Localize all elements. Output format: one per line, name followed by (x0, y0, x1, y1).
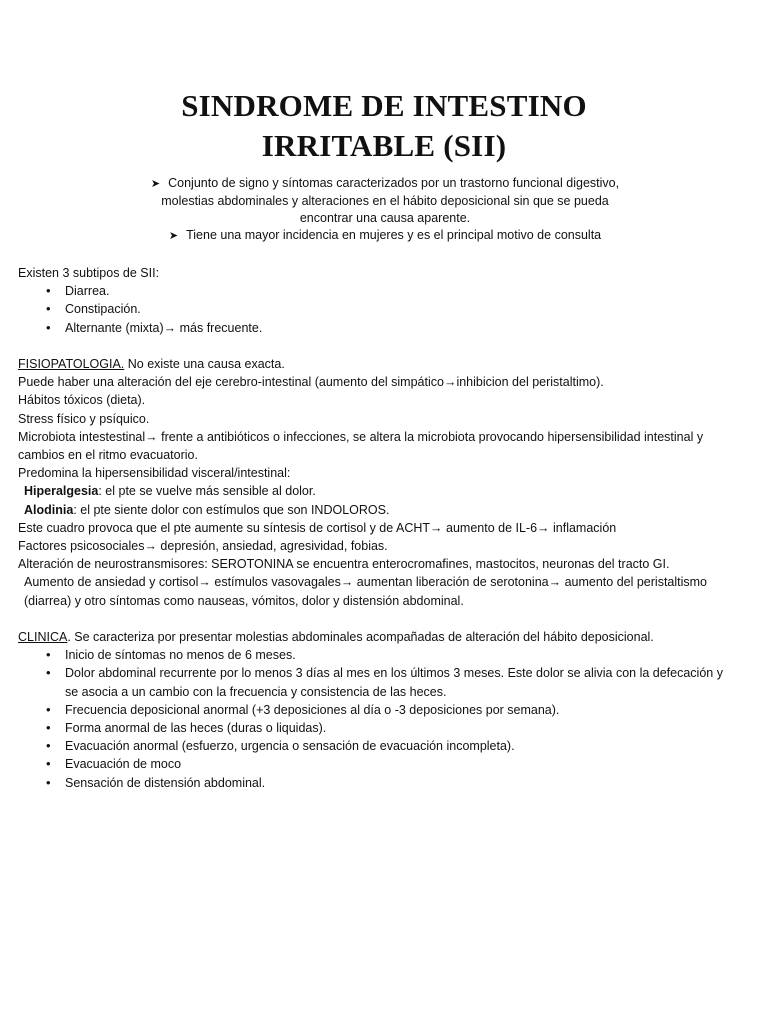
paragraph: Puede haber una alteración del eje cerebro-intestinal (aumento del simpático→inhibicion del peristaltimo). (18, 375, 604, 390)
clinica-list (18, 646, 738, 792)
paragraph: Factores psicosociales→ depresión, ansiedad, agresividad, fobias. (18, 539, 388, 554)
list-item: • Constipación. (18, 300, 738, 318)
list-item: • Alternante (mixta)→ más frecuente. (18, 319, 738, 337)
alodinia-line: Alodinia: el pte siente dolor con estímulos que son INDOLOROS. (24, 502, 390, 517)
list-item: • Frecuencia deposicional anormal (+3 deposiciones al día o -3 deposiciones por semana). (18, 701, 738, 719)
subtypes-heading: Existen 3 subtipos de SII: (18, 266, 160, 280)
list-item: • Sensación de distensión abdominal. (18, 774, 738, 792)
list-item: • Evacuación de moco (18, 755, 738, 773)
intro-section (140, 175, 630, 245)
document-title (0, 86, 768, 166)
fisiopatologia-heading: FISIOPATOLOGIA. No existe una causa exacta. (18, 357, 285, 371)
arrow-bullet-icon: ➤ (168, 230, 179, 242)
list-item: • Evacuación anormal (esfuerzo, urgencia o sensación de evacuación incompleta). (18, 737, 738, 755)
title-line-1: SINDROME DE INTESTINO (181, 88, 587, 123)
list-item: • Dolor abdominal recurrente por lo menos 3 días al mes en los últimos 3 meses. Este dolor se alivia con la defecación y se asocia a un cambio con la frecuencia y consistencia de las heces. (18, 664, 738, 700)
hiperalgesia-line: Hiperalgesia: el pte se vuelve más sensible al dolor. (24, 484, 316, 499)
list-item: • Inicio de síntomas no menos de 6 meses. (18, 646, 738, 664)
term: Hiperalgesia (24, 484, 99, 499)
list-item: • Forma anormal de las heces (duras o liquidas). (18, 719, 738, 737)
paragraph: Alteración de neurostransmisores: SEROTONINA se encuentra enterocromafines, mastocitos, neuronas del tracto GI. (18, 557, 670, 572)
paragraph: Stress físico y psíquico. (18, 411, 150, 426)
paragraph: Este cuadro provoca que el pte aumente su síntesis de cortisol y de ACHT→ aumento de IL-6→ inflamación (18, 520, 617, 535)
paragraph: Hábitos tóxicos (dieta). (18, 393, 146, 408)
document-body (18, 264, 738, 792)
clinica-heading: CLINICA. Se caracteriza por presentar molestias abdominales acompañadas de alteración del hábito deposicional. (18, 630, 654, 645)
intro-item: ➤ Tiene una mayor incidencia en mujeres y es el principal motivo de consulta (168, 228, 602, 242)
term: Alodinia (24, 502, 74, 517)
list-item: • Diarrea. (18, 282, 738, 300)
arrow-bullet-icon: ➤ (150, 178, 161, 190)
paragraph: Microbiota intestestinal→ frente a antibióticos o infecciones, se altera la microbiota provocando hipersensibilidad intestinal y cambios en el ritmo evacuatorio. (18, 429, 704, 463)
paragraph: Aumento de ansiedad y cortisol→ estímulos vasovagales→ aumentan liberación de serotonina→ aumento del peristaltismo (diarrea) y otro síntomas como nauseas, vómitos, dolor y distensión abdominal. (24, 575, 708, 608)
intro-item: ➤ Conjunto de signo y síntomas caracterizados por un trastorno funcional digestivo, molestias abdominales y alteraciones en el hábito deposicional sin que se pueda encontrar una causa aparente. (150, 176, 620, 225)
paragraph: Predomina la hipersensibilidad visceral/intestinal: (18, 466, 291, 481)
title-line-2: IRRITABLE (SII) (261, 128, 507, 163)
section-title: FISIOPATOLOGIA. (18, 357, 125, 371)
section-title: CLINICA (18, 630, 68, 645)
subtypes-list (18, 282, 738, 337)
